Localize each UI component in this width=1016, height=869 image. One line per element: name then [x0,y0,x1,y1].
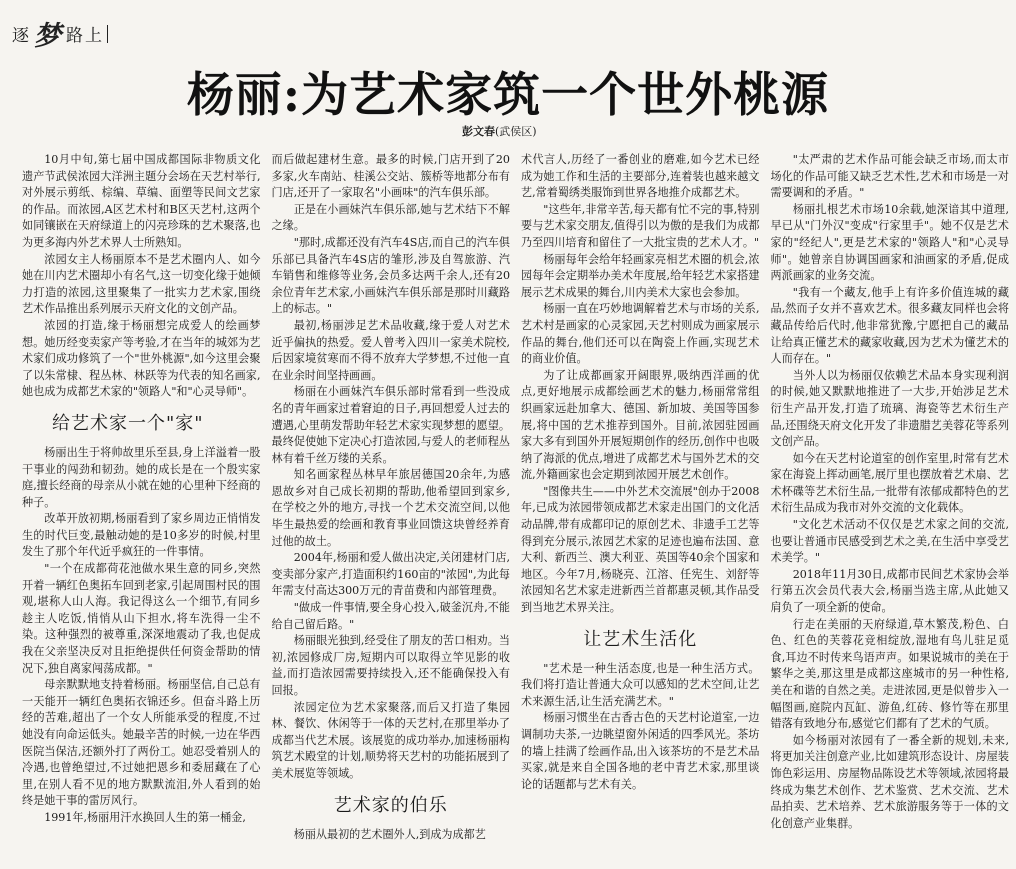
paragraph: "这些年,非常辛苦,每天都有忙不完的事,特别要与艺术家交朋友,值得引以为傲的是我们为成都乃至四川培育和留住了一大批宝贵的艺术人才。" [521,202,760,249]
paragraph: 如今在天艺村论道室的创作室里,时常有艺术家在海瓷上挥动画笔,展厅里也摆放着艺术扇、艺术杯碟等艺术衍生品,一批带有浓郁成都特色的艺术衍生品成为我市对外交流的文化载体。 [770,451,1009,515]
column-1 [22,152,261,864]
paragraph: 如今杨丽对浓园有了一番全新的规划,未来,将更加关注创意产业,比如建筑形态设计、房屋装饰色彩运用、房屋物品陈设艺术等领域,浓园将最终成为集艺术创作、艺术鉴赏、艺术交流、艺术品拍卖、艺术培养、艺术旅游服务等于一体的文化创意产业集群。 [770,733,1009,830]
paragraph: 正是在小画妹汽车俱乐部,她与艺术结下不解之缘。 [271,202,510,233]
column-tag-divider [107,25,108,43]
paragraph: 杨丽眼光独到,经受住了朋友的苦口相劝。当初,浓园修成厂房,短期内可以取得立竿见影的收益,而打造浓园需要持续投入,还不能确保投入有回报。 [271,634,510,697]
column-tag-big: 梦 [34,21,63,52]
paragraph: 2018年11月30日,成都市民间艺术家协会举行第五次会员代表大会,杨丽当选主席,从此她又肩负了一项全新的使命。 [770,567,1009,615]
section-heading: 给艺术家一个"家" [52,412,204,434]
paragraph: "做成一件事情,要全身心投入,破釜沉舟,不能给自己留后路。" [271,601,510,631]
article-body [22,152,1012,864]
column-4 [771,152,1010,864]
paragraph: 浓园女主人杨丽原本不是艺术圈内人、如今她在川内艺术圈却小有名气,这一切变化缘于她倾力打造的浓园,这里聚集了一批实力艺术家,围绕艺术作品推出系列展示天府文化的文创产品。 [22,252,261,316]
paragraph: 杨丽出生于将帅故里乐至县,身上洋溢着一股干事业的闯劲和韧劲。她的成长是在一个殷实家庭,擅长经商的母亲从小就在她的心里种下经商的种子。 [22,445,261,509]
paragraph: 10月中旬,第七届中国成都国际非物质文化遗产节武侯浓园大洋洲主题分会场在天艺村举行,对外展示剪纸、棕编、草编、面塑等民间文艺家的作品。而浓园,A区艺术村和B区天艺村,这两个如同镶嵌在天府绿道上的闪亮珍珠的艺术聚落,也为更多海内外艺术界人士所熟知。 [22,153,261,249]
paragraph: 1991年,杨丽用汗水换回人生的第一桶金, [44,810,246,824]
column-tag [12,14,108,53]
paragraph: 杨丽每年会给年轻画家亮相艺术圈的机会,浓园每年会定期举办美术年度展,给年轻艺术家搭建展示艺术成果的舞台,川内美术大家也会参加。 [521,252,760,299]
paragraph: 而后做起建材生意。最多的时候,门店开到了20多家,火车南站、桂溪公交站、簇桥等地都分布有门店,还开了一家取名"小画味"的汽车俱乐部。 [271,153,510,200]
section-heading: 艺术家的伯乐 [333,794,448,816]
paragraph: 杨丽习惯坐在古香古色的天艺村论道室,一边调制功夫茶,一边眺望窗外闲适的四季风光。茶坊的墙上挂满了绘画作品,出入该茶坊的不是艺术品买家,就是来自全国各地的老中青艺术家,那里谈论的话题都与艺术有关。 [521,711,760,791]
paragraph: "文化艺术活动不仅仅是艺术家之间的交流,也要让普通市民感受到艺术之美,在生活中享受艺术美学。" [770,518,1009,565]
paragraph: 改革开放初期,杨丽看到了家乡周边正悄悄发生的时代巨变,最触动她的是10多岁的时候,村里发生了那个年代近乎疯狂的一件事情。 [22,512,261,559]
paragraph: 为了让成都画家开阔眼界,吸纳西洋画的优点,更好地展示成都绘画艺术的魅力,杨丽常常组织画家远赴加拿大、德国、新加坡、美国等国参展,将中国的艺术推荐到国外。目前,浓园驻园画家大多有到国外开展短期创作的经历,创作中也吸纳了海派的优点,增进了成都艺术与国外艺术的交流,外籍画家也会定期到浓园开展艺术创作。 [521,368,760,482]
column-tag-post: 路上 [66,26,104,46]
article-headline: 杨丽:为艺术家筑一个世外桃源 [186,68,830,123]
byline [462,123,537,139]
paragraph: "我有一个藏友,他手上有许多价值连城的藏品,然而子女并不喜欢艺术。很多藏友同样也会将藏品传给后代时,他非常犹豫,宁愿把自己的藏品让给真正懂艺术的藏家收藏,因为艺术为懂艺术的人而存在。" [770,285,1009,366]
paragraph: 2004年,杨丽和爱人做出决定,关闭建材门店,变卖部分家产,打造面积约160亩的"浓园",为此每年需支付高达300万元的青苗费和内部管理费。 [271,551,510,598]
column-tag-pre: 逐 [12,26,31,46]
paragraph: 当外人以为杨丽仅依赖艺术品本身实现利润的时候,她又默默地推进了一大步,开始涉足艺术衍生产品开发,打造了琉璃、海瓷等艺术衍生产品,还围绕天府文化开发了非遗腊艺美蓉花等系列文创产品。 [770,368,1009,449]
paragraph: "那时,成都还没有汽车4S店,而自己的汽车俱乐部已具备汽车4S店的雏形,涉及自驾旅游、汽车销售和维修等业务,会员多达两千余人,还有20余位青年艺术家,小画妹汽车俱乐部是那时川藏路上的标志。" [271,235,510,316]
paragraph: 行走在美丽的天府绿道,草木繁茂,粉色、白色、红色的芙蓉花竞相绽放,湿地有鸟儿驻足觅食,耳边不时传来鸟语声声。如果说城市的美在于繁华之美,那这里是成都这座城市的另一种性格,美在和谐的自然之美。走进浓园,更是似曾步入一幅图画,庭院内瓦缸、游鱼,红砖、修竹等在那里错落有致地分布,感觉它们都有了艺术的气质。 [770,617,1009,731]
paragraph: "一个在成都荷花池做水果生意的同乡,突然开着一辆红色奥拓车回到老家,引起周围村民的围观,堪称人山人海。我记得这么一个细节,有同乡趁主人吃饭,悄悄从山下担水,将车洗得一尘不染。这种强烈的被尊重,深深地震动了我,也促成我在父亲坚决反对且拒绝提供任何资金帮助的情况下,独自离家闯荡成都。" [22,562,261,675]
paragraph: 母亲默默地支持着杨丽。杨丽坚信,自己总有一天能开一辆红色奥拓衣锦还乡。但奋斗路上历经的苦难,超出了一个女人所能承受的程度,不过她没有向命运低头。她最辛苦的时候,一边在华西医院当保洁,还额外打了两份工。她忍受着别人的冷遇,也曾绝望过,不过她把恩乡和委屈藏在了心里,在别人看不见的地方默默流泪,外人看到的始终是她干事的雷厉风行。 [22,678,261,808]
paragraph: "图像共生——中外艺术交流展"创办于2008年,已成为浓园带领成都艺术家走出国门的文化活动品牌,带有成都印记的原创艺术、非遗手工艺等得到充分展示,浓园艺术家的足迹也遍布法国、意大利、新西兰、澳大利亚、英国等40余个国家和地区。今年7月,杨晓亮、江溶、任宪生、刘舒等浓园知名艺术家走进新西兰首都惠灵顿,其作品受到当地艺术界关注。 [521,484,760,615]
column-3 [521,152,760,864]
paragraph: 杨丽一直在巧妙地调解着艺术与市场的关系,艺术村是画家的心灵家园,天艺村则成为画家展示作品的舞台,他们还可以在陶瓷上作画,实现艺术的商业价值。 [521,302,760,366]
paragraph: "艺术是一种生活态度,也是一种生活方式。我们将打造让普通大众可以感知的艺术空间,让艺术来源生活,让生活充满艺术。" [521,661,760,708]
paragraph: 浓园的打造,缘于杨丽想完成爱人的绘画梦想。她历经变卖家产等考验,才在当年的城郊为艺术家们成功修筑了一个"世外桃源",如今这里会聚了以朱常棣、程丛林、林跃等为代表的知名画家,她也成为成都艺术家的"领路人"和"心灵导师"。 [22,318,261,399]
column-2 [272,152,511,864]
author-name: 彭文春 [462,125,495,138]
paragraph: "太严肃的艺术作品可能会缺乏市场,而太市场化的作品可能又缺乏艺术性,艺术和市场是一对需要调和的矛盾。" [770,153,1009,200]
paragraph: 知名画家程丛林早年旅居德国20余年,为感恩故乡对自己成长初期的帮助,他希望回到家乡,在学校之外的地方,寻找一个艺术交流空间,以他毕生最热爱的绘画和教育事业回馈这块曾经养育过他的故土。 [271,468,510,548]
paragraph: 术代言人,历经了一番创业的磨难,如今艺术已经成为她工作和生活的主要部分,连着装也越来越文艺,常着蜀绣类服饰到世界各地推介成都艺术。 [521,153,760,200]
paragraph: 杨丽在小画妹汽车俱乐部时常看到一些没成名的青年画家过着窘迫的日子,再回想爱人过去的遭遇,心里萌发帮助年轻艺术家实现梦想的愿望。最终促使她下定决心打造浓园,与爱人的老师程丛林有着千丝万缕的关系。 [271,385,510,465]
section-heading: 让艺术生活化 [583,628,698,650]
paragraph: 浓园定位为艺术家聚落,而后又打造了集园林、餐饮、休闲等于一体的天艺村,在那里举办了成都当代艺术展。该展览的成功举办,加速杨丽构筑艺术殿堂的计划,顺势将天艺村的功能拓展到了美术展览等领域。 [271,700,510,780]
paragraph: 杨丽从最初的艺术圈外人,到成为成都艺 [293,827,486,841]
author-unit: (武侯区) [495,125,537,138]
paragraph: 杨丽扎根艺术市场10余载,她深谙其中道理,早已从"门外汉"变成"行家里手"。她不仅是艺术家的"经纪人",更是艺术家的"领路人"和"心灵导师"。她曾亲自协调国画家和油画家的矛盾,促成两派画家的业务交流。 [770,202,1009,283]
paragraph: 最初,杨丽涉足艺术品收藏,缘于爱人对艺术近乎偏执的热爱。爱人曾考入四川一家美术院校,后因家境贫寒而不得不放弃大学梦想,不过他一直在业余时间坚持画画。 [271,318,510,382]
